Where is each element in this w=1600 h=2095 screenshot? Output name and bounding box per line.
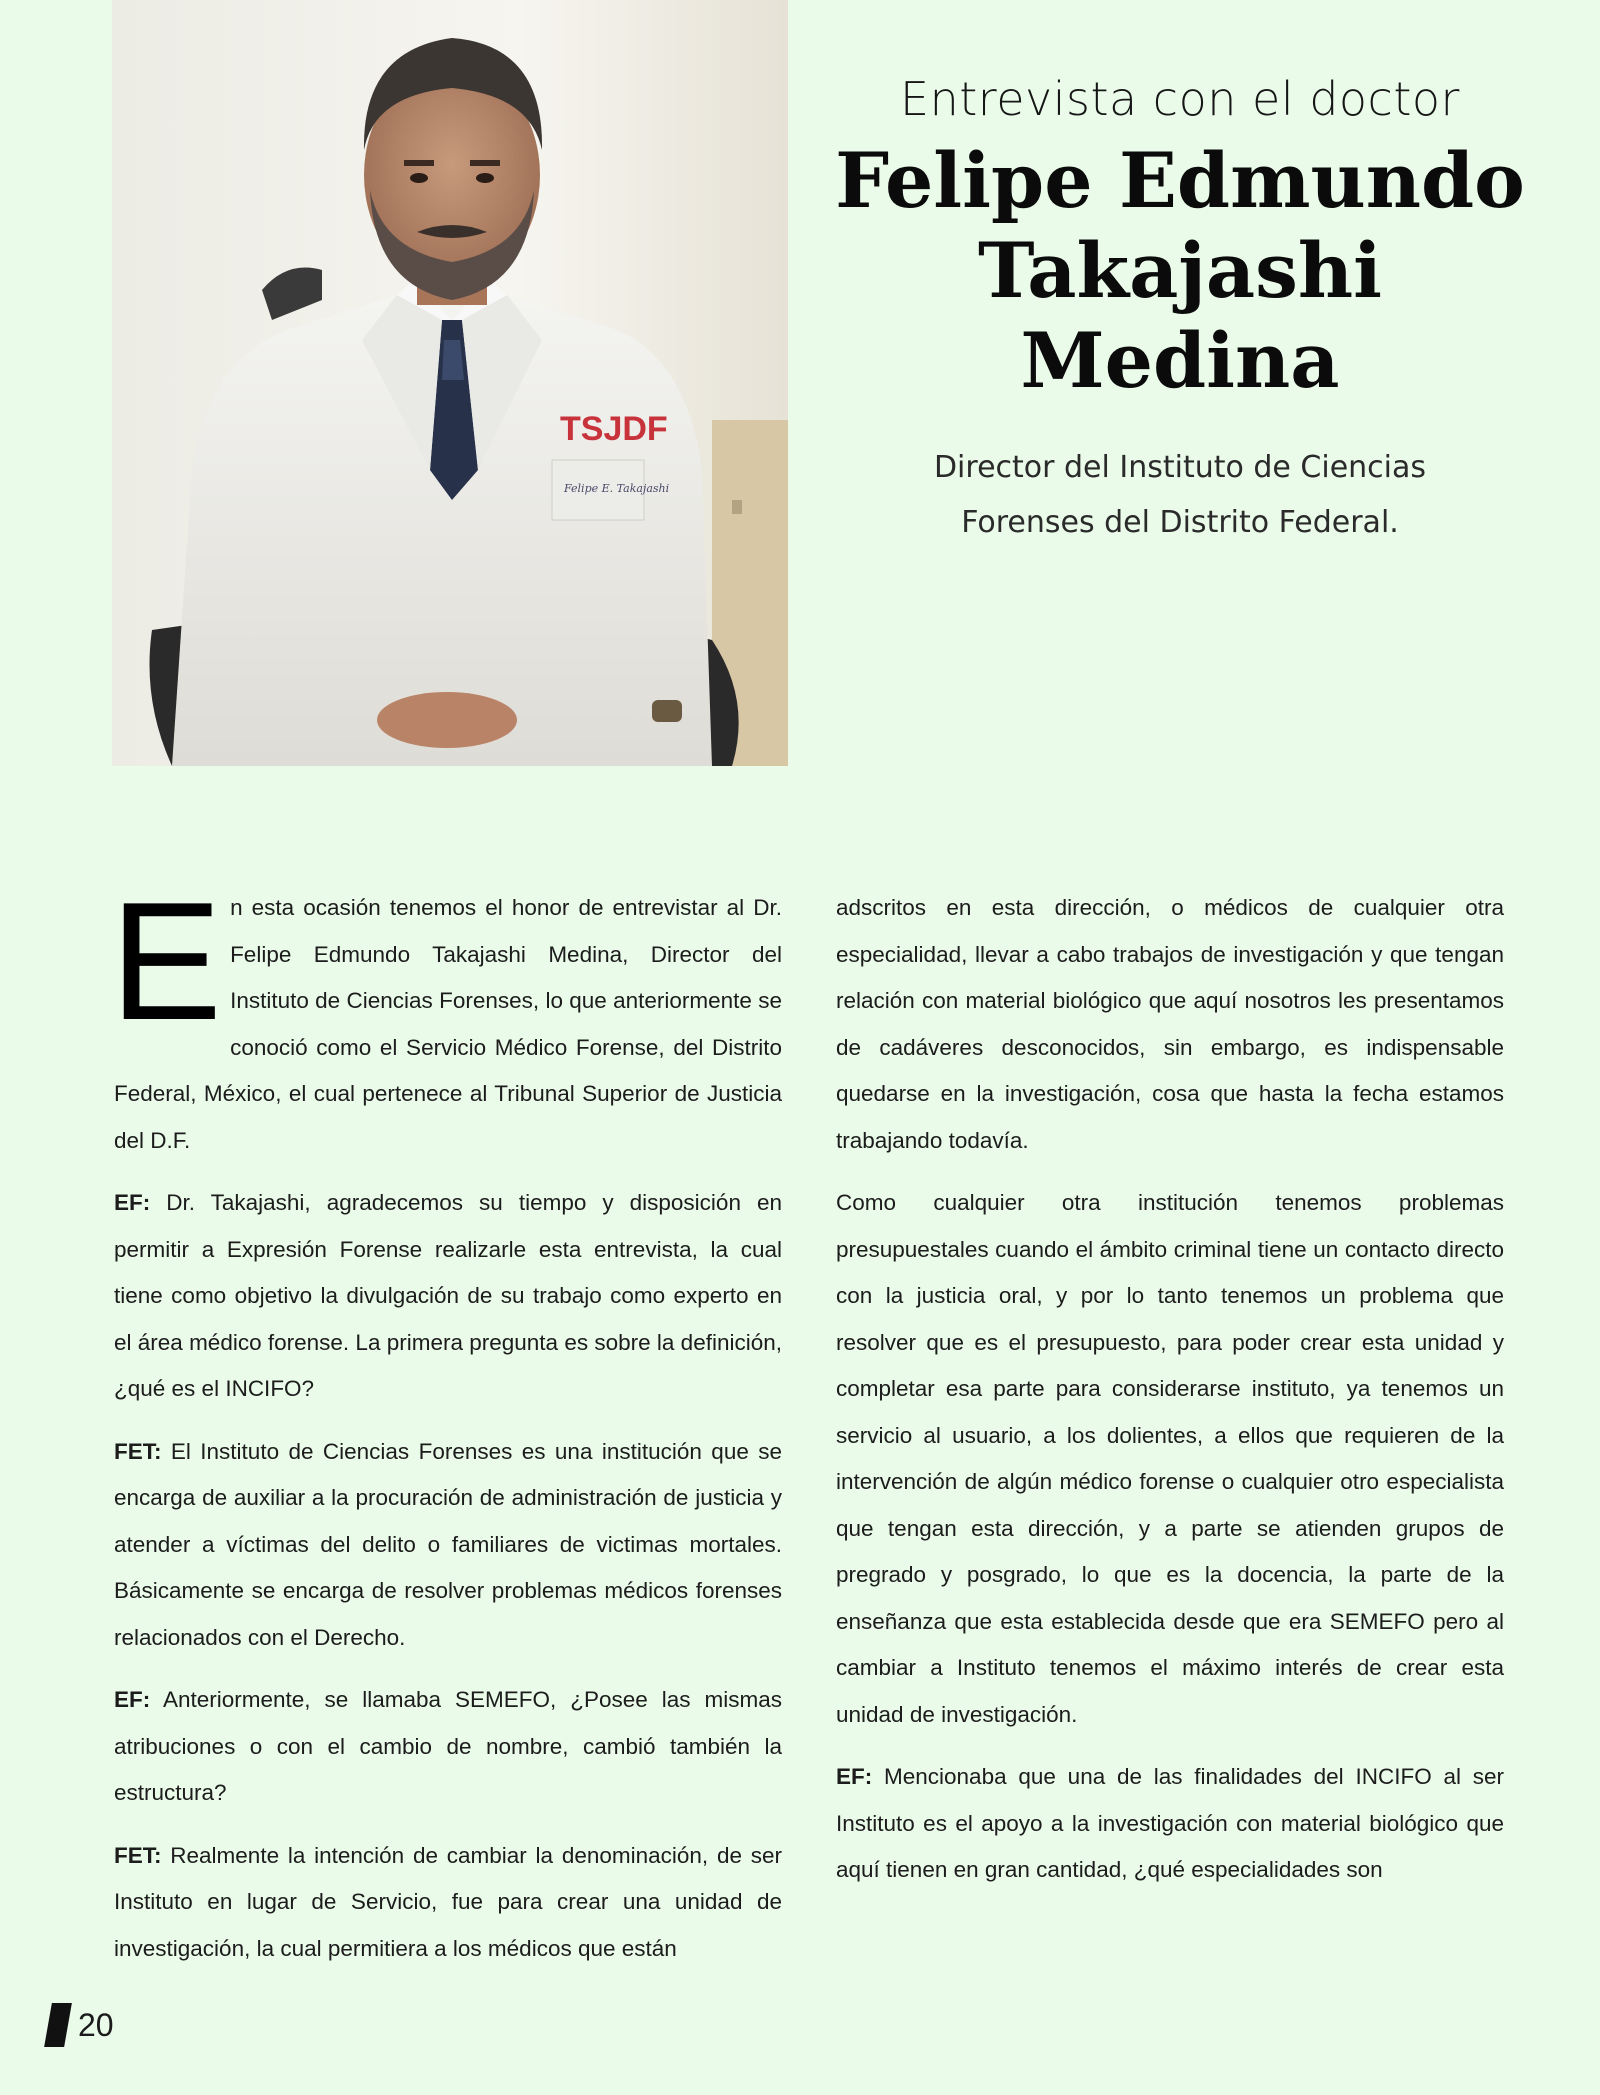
page-marker-bar	[44, 2003, 72, 2047]
answer-continuation: adscritos en esta dirección, o médicos de cualquier otra especialidad, llevar a cabo trabajos de investigación y que tengan relación con material biológico que aquí nosotros les presentamos de cadáveres desconocidos, sin embargo, es indispensable quedarse en la investigación, cosa que hasta la fecha estamos trabajando todavía.	[836, 895, 1504, 1153]
interviewee-role	[820, 440, 1540, 550]
role-line-2: Forenses del Distrito Federal.	[961, 505, 1399, 540]
paragraph-text: El Instituto de Ciencias Forenses es una institución que se encarga de auxiliar a la procuración de administración de justicia y atender a víctimas del delito o familiares de victimas mortales. Básicamente se encarga de resolver problemas médicos forenses relacionados con el Derecho.	[114, 1438, 782, 1650]
name-line-2: Takajashi Medina	[977, 226, 1383, 405]
question-paragraph	[836, 1754, 1504, 1894]
role-line-1: Director del Instituto de Ciencias	[933, 450, 1427, 485]
pocket-embroidery: Felipe E. Takajashi	[564, 482, 670, 495]
speaker-label: FET:	[114, 1438, 162, 1464]
name-line-1: Felipe Edmundo	[835, 136, 1525, 225]
page-footer	[48, 2003, 114, 2047]
paragraph-text: Anteriormente, se llamaba SEMEFO, ¿Posee las mismas atribuciones o con el cambio de nombre, cambió también la estructura?	[114, 1687, 782, 1805]
doctor-portrait-illustration	[112, 0, 788, 766]
speaker-label: FET:	[114, 1842, 162, 1868]
article-column-left	[110, 867, 782, 1988]
question-paragraph	[114, 1180, 782, 1413]
interviewee-name	[820, 136, 1540, 406]
paragraph-text: Mencionaba que una de las finalidades del INCIFO al ser Instituto es el apoyo a la investigación con material biológico que aquí tienen en gran cantidad, ¿qué especialidades son	[836, 1764, 1504, 1882]
paragraph-text: Dr. Takajashi, agradecemos su tiempo y disposición en permitir a Expresión Forense realizarle esta entrevista, la cual tiene como objetivo la divulgación de su trabajo como experto en el área médico forense. La primera pregunta es sobre la definición, ¿qué es el INCIFO?	[114, 1190, 782, 1401]
question-paragraph	[114, 1677, 782, 1817]
coat-label: TSJDF	[560, 410, 668, 448]
answer-paragraph	[114, 1833, 782, 1973]
article-header	[820, 72, 1540, 550]
drop-cap: E	[110, 867, 223, 1055]
doctor-photo	[112, 0, 788, 766]
article-column-right	[836, 885, 1504, 1910]
intro-text: n esta ocasión tenemos el honor de entrevistar al Dr. Felipe Edmundo Takajashi Medina, Director del Instituto de Ciencias Forenses, lo que anteriormente se conoció como el Servicio Médico Forense, del Distrito Federal, México, el cual pertenece al Tribunal Superior de Justicia del D.F.	[114, 895, 782, 1153]
answer-paragraph	[114, 1429, 782, 1662]
speaker-label: EF:	[114, 1687, 151, 1712]
page-number: 20	[78, 2006, 114, 2043]
speaker-label: EF:	[836, 1764, 873, 1789]
speaker-label: EF:	[114, 1190, 151, 1215]
intro-paragraph	[110, 867, 782, 1164]
header-kicker: Entrevista con el doctor	[900, 72, 1460, 126]
paragraph-text: Realmente la intención de cambiar la denominación, de ser Instituto en lugar de Servicio, fue para crear una unidad de investigación, la cual permitiera a los médicos que están	[114, 1842, 782, 1961]
answer-paragraph: Como cualquier otra institución tenemos problemas presupuestales cuando el ámbito criminal tiene un contacto directo con la justicia oral, y por lo tanto tenemos un problema que resolver que es el presupuesto, para poder crear esta unidad y completar esa parte para considerarse instituto, ya tenemos un servicio al usuario, a los dolientes, a ellos que requieren de la intervención de algún médico forense o cualquier otro especialista que tengan esta dirección, y a parte se atienden grupos de pregrado y posgrado, lo que es la docencia, la parte de la enseñanza que esta establecida desde que era SEMEFO pero al cambiar a Instituto tenemos el máximo interés de crear esta unidad de investigación.	[836, 1190, 1504, 1727]
